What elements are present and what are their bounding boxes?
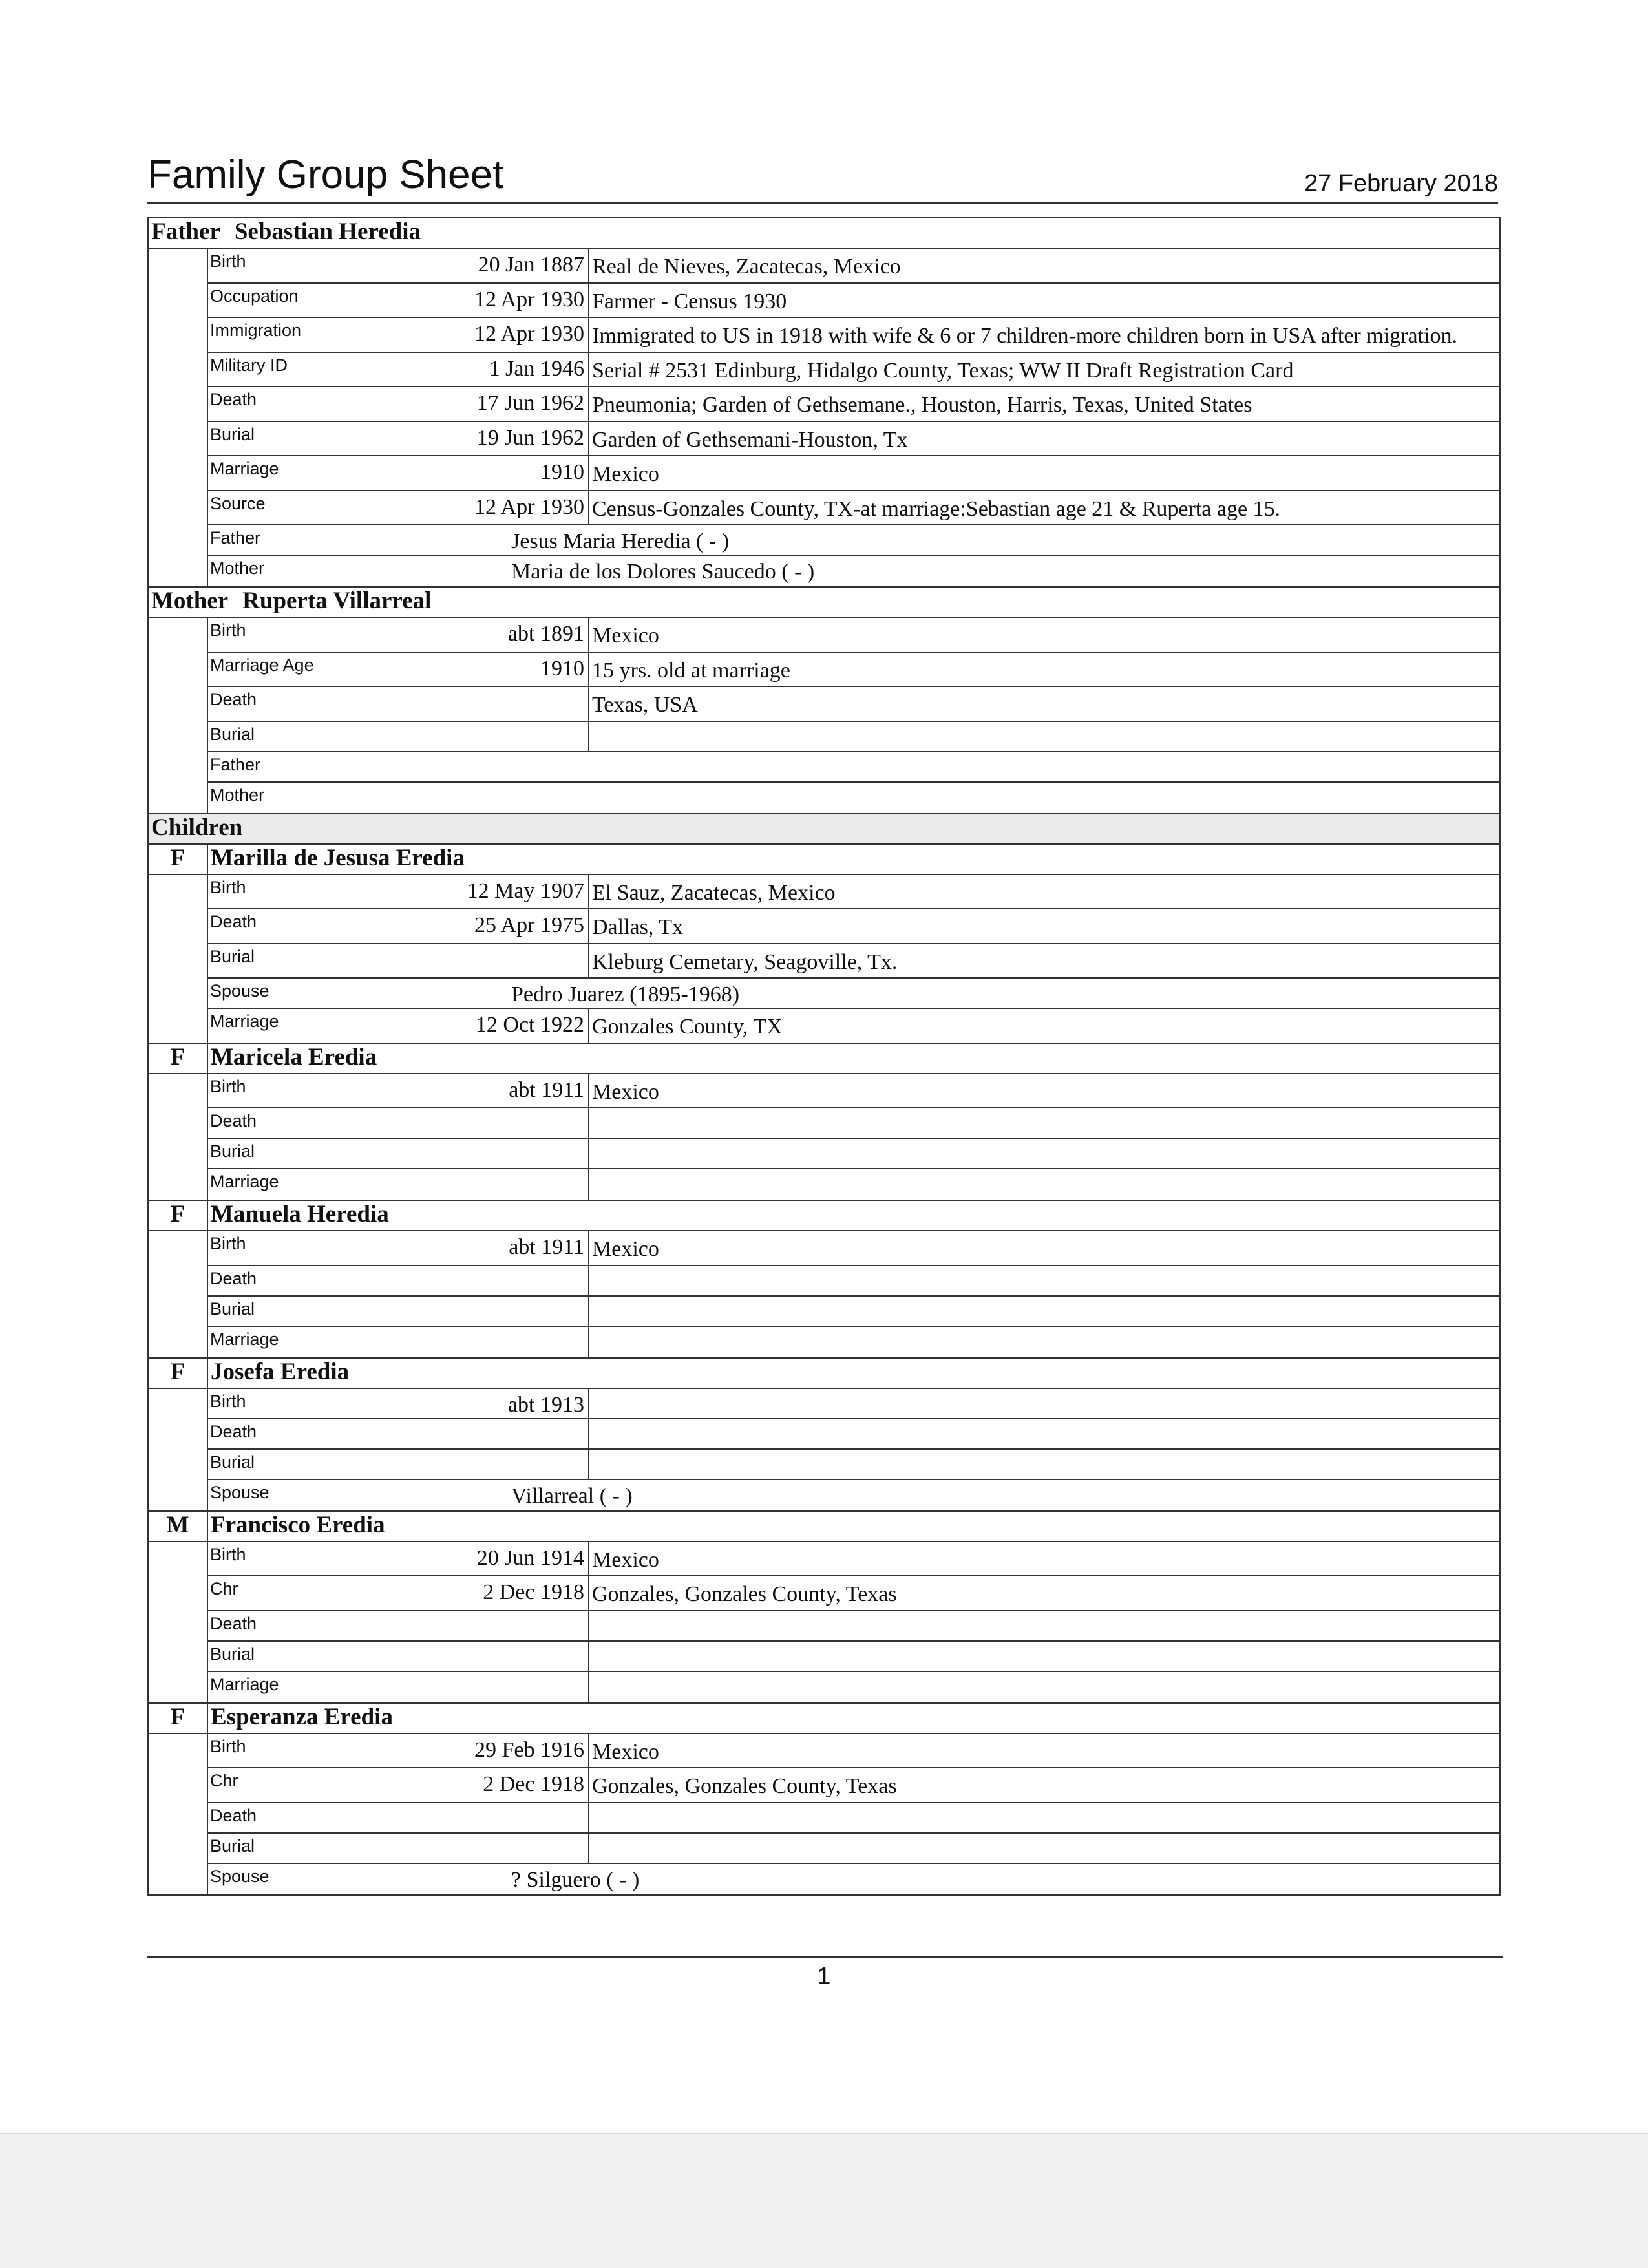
event-date [366, 1169, 589, 1200]
event-label: Chr [210, 1579, 238, 1599]
mother-role: Mother [151, 588, 229, 615]
event-date: 1 Jan 1946 [366, 353, 589, 387]
event-description [589, 1834, 1499, 1863]
event-list [208, 1389, 1499, 1510]
event-row [208, 1297, 1499, 1327]
event-date [366, 1611, 589, 1640]
event-label: Spouse [210, 1482, 269, 1502]
event-description [589, 1266, 1499, 1295]
event-row [208, 249, 1499, 284]
event-row [208, 1834, 1499, 1864]
relation-cell [366, 525, 1499, 555]
event-label: Military ID [210, 355, 288, 375]
relation-cell [366, 783, 1499, 813]
event-row [208, 783, 1499, 813]
event-list [208, 618, 1499, 813]
event-date [366, 1419, 589, 1448]
child-name: Manuela Heredia [211, 1201, 389, 1228]
child-sex: F [149, 1201, 208, 1230]
child-name: Marilla de Jesusa Eredia [211, 844, 465, 871]
event-description: Real de Nieves, Zacatecas, Mexico [592, 255, 901, 279]
relation-name: ? Silguero ( - ) [511, 1867, 640, 1892]
event-description: Mexico [592, 462, 659, 487]
event-description: Gonzales, Gonzales County, Texas [592, 1774, 897, 1799]
relation-cell [366, 556, 1499, 586]
event-date: 17 Jun 1962 [366, 387, 589, 421]
event-label: Death [210, 912, 257, 932]
child-sex: F [149, 1704, 208, 1733]
event-label: Birth [210, 1544, 246, 1564]
event-row [208, 1542, 1499, 1577]
event-description: Pneumonia; Garden of Gethsemane., Houston, Harris, Texas, United States [592, 393, 1252, 418]
event-description: Gonzales County, TX [592, 1015, 783, 1039]
event-description: Mexico [592, 1547, 659, 1572]
event-block [149, 875, 1499, 1044]
event-label: Death [210, 1613, 257, 1633]
event-block [149, 618, 1499, 814]
event-row [208, 618, 1499, 653]
child-sex: M [149, 1512, 208, 1541]
event-date: 12 Apr 1930 [366, 318, 589, 352]
event-row [208, 353, 1499, 388]
event-row [208, 284, 1499, 319]
event-list [208, 1074, 1499, 1200]
event-date [366, 1450, 589, 1479]
event-row [208, 1450, 1499, 1480]
event-date [366, 944, 589, 978]
relation-name: Pedro Juarez (1895-1968) [511, 982, 740, 1007]
father-header [149, 218, 1499, 249]
event-date: 19 Jun 1962 [366, 422, 589, 456]
event-row [208, 1266, 1499, 1297]
child-sex: F [149, 845, 208, 874]
event-date: 20 Jan 1887 [366, 249, 589, 282]
event-label: Marriage [210, 1012, 279, 1032]
relation-cell [366, 752, 1499, 781]
event-description: Serial # 2531 Edinburg, Hidalgo County, Texas; WW II Draft Registration Card [592, 358, 1294, 383]
child-header [149, 1704, 1499, 1734]
event-date [366, 1139, 589, 1168]
event-label: Birth [210, 1076, 246, 1096]
event-row [208, 944, 1499, 979]
event-block [149, 1389, 1499, 1512]
event-label: Burial [210, 1141, 255, 1161]
indent-column [149, 249, 208, 586]
mother-name: Ruperta Villarreal [242, 588, 432, 615]
event-description [589, 1297, 1499, 1326]
event-date [366, 1297, 589, 1326]
event-description: 15 yrs. old at marriage [592, 658, 790, 683]
event-label: Burial [210, 1298, 255, 1319]
event-label: Death [210, 1805, 257, 1825]
event-description [589, 1803, 1499, 1832]
child-header [149, 1512, 1499, 1542]
child-name: Josefa Eredia [211, 1358, 350, 1385]
event-label: Marriage Age [210, 655, 314, 675]
indent-column [149, 1734, 208, 1894]
event-label: Source [210, 493, 266, 513]
event-block [149, 1542, 1499, 1704]
relation-name: Jesus Maria Heredia ( - ) [511, 529, 730, 554]
event-date [366, 687, 589, 721]
relation-name: Villarreal ( - ) [511, 1483, 633, 1508]
event-description: Immigrated to US in 1918 with wife & 6 or 7 children-more children born in USA after migration. [592, 324, 1457, 348]
event-label: Birth [210, 620, 246, 641]
indent-column [149, 875, 208, 1043]
event-date: 12 Oct 1922 [366, 1009, 589, 1043]
event-row [208, 1389, 1499, 1419]
event-row [208, 1480, 1499, 1510]
event-label: Birth [210, 1391, 246, 1411]
event-label: Burial [210, 1836, 255, 1856]
event-date [366, 1834, 589, 1863]
event-row [208, 1169, 1499, 1200]
event-description [589, 1450, 1499, 1479]
child-header [149, 845, 1499, 875]
child-sex: F [149, 1044, 208, 1073]
event-description: Farmer - Census 1930 [592, 289, 787, 313]
page-number: 1 [817, 1963, 831, 1990]
event-block [149, 249, 1499, 588]
child-name: Esperanza Eredia [211, 1703, 393, 1730]
event-label: Mother [210, 558, 265, 578]
event-date [366, 1672, 589, 1702]
event-label: Death [210, 1421, 257, 1441]
event-row [208, 1419, 1499, 1450]
event-label: Death [210, 1111, 257, 1131]
event-description [589, 1169, 1499, 1200]
event-row [208, 1327, 1499, 1357]
event-row [208, 752, 1499, 783]
event-description [589, 1327, 1499, 1357]
event-description [589, 1642, 1499, 1671]
event-label: Occupation [210, 286, 299, 306]
event-description: Census-Gonzales County, TX-at marriage:Sebastian age 21 & Ruperta age 15. [592, 496, 1281, 521]
event-date [366, 722, 589, 751]
event-description: Mexico [592, 1079, 659, 1104]
event-description: Garden of Gethsemani-Houston, Tx [592, 427, 908, 452]
event-date [366, 1803, 589, 1832]
event-description [589, 1419, 1499, 1448]
event-description [589, 1108, 1499, 1138]
event-date: abt 1911 [366, 1074, 589, 1108]
event-date [366, 1642, 589, 1671]
event-row [208, 1231, 1499, 1266]
indent-column [149, 618, 208, 813]
event-row [208, 1009, 1499, 1043]
event-label: Death [210, 690, 257, 710]
event-date: 2 Dec 1918 [366, 1768, 589, 1802]
relation-cell [366, 1864, 1499, 1894]
event-date: 12 Apr 1930 [366, 284, 589, 317]
event-description [589, 1611, 1499, 1640]
event-date: abt 1911 [366, 1231, 589, 1265]
event-description [589, 1672, 1499, 1702]
page-title: Family Group Sheet [147, 153, 504, 197]
children-header: Children [149, 814, 1499, 845]
event-label: Mother [210, 785, 265, 805]
event-description [589, 1389, 1499, 1418]
event-row [208, 456, 1499, 491]
event-block [149, 1231, 1499, 1359]
event-label: Marriage [210, 459, 279, 479]
event-date: abt 1891 [366, 618, 589, 652]
child-name: Francisco Eredia [211, 1511, 385, 1538]
event-description: Mexico [592, 1237, 659, 1262]
event-label: Immigration [210, 321, 302, 341]
event-row [208, 318, 1499, 353]
event-list [208, 1734, 1499, 1894]
event-label: Birth [210, 1736, 246, 1756]
event-date: 1910 [366, 456, 589, 490]
event-row [208, 909, 1499, 944]
event-label: Father [210, 754, 261, 774]
father-role: Father [151, 218, 220, 245]
event-description [589, 722, 1499, 751]
event-row [208, 653, 1499, 688]
event-label: Death [210, 390, 257, 410]
event-row [208, 722, 1499, 752]
event-row [208, 1734, 1499, 1769]
report-date: 27 February 2018 [1304, 170, 1498, 197]
event-date [366, 1327, 589, 1357]
event-block [149, 1734, 1499, 1894]
event-label: Marriage [210, 1329, 279, 1349]
event-label: Burial [210, 424, 255, 444]
event-date: 25 Apr 1975 [366, 909, 589, 943]
event-row [208, 979, 1499, 1009]
indent-column [149, 1231, 208, 1357]
event-label: Burial [210, 724, 255, 744]
event-row [208, 1611, 1499, 1642]
event-list [208, 875, 1499, 1043]
event-row [208, 1864, 1499, 1894]
event-row [208, 1642, 1499, 1672]
child-name: Maricela Eredia [211, 1043, 377, 1070]
event-list [208, 1231, 1499, 1357]
event-row [208, 422, 1499, 457]
indent-column [149, 1542, 208, 1702]
event-label: Marriage [210, 1172, 279, 1192]
relation-name: Maria de los Dolores Saucedo ( - ) [511, 560, 815, 584]
event-row [208, 1803, 1499, 1834]
event-label: Spouse [210, 1866, 269, 1886]
event-description [589, 1139, 1499, 1168]
relation-cell [366, 979, 1499, 1008]
event-row [208, 387, 1499, 422]
event-label: Birth [210, 251, 246, 271]
family-group-table [147, 217, 1501, 1896]
event-row [208, 1108, 1499, 1139]
child-header [149, 1359, 1499, 1389]
event-list [208, 249, 1499, 586]
child-header [149, 1044, 1499, 1074]
child-header [149, 1201, 1499, 1231]
event-date: abt 1913 [366, 1389, 589, 1418]
event-description: Mexico [592, 624, 659, 648]
event-label: Birth [210, 1234, 246, 1254]
event-block [149, 1074, 1499, 1202]
indent-column [149, 1389, 208, 1510]
header-divider [147, 202, 1498, 204]
event-date: 12 May 1907 [366, 875, 589, 909]
event-label: Father [210, 528, 261, 548]
event-row [208, 491, 1499, 526]
event-label: Birth [210, 877, 246, 897]
child-sex: F [149, 1359, 208, 1388]
event-date [366, 1266, 589, 1295]
father-name: Sebastian Heredia [234, 218, 421, 245]
event-label: Spouse [210, 981, 269, 1001]
footer-divider [147, 1956, 1503, 1958]
event-date: 1910 [366, 653, 589, 686]
scan-background [0, 2133, 1648, 2268]
event-date: 20 Jun 1914 [366, 1542, 589, 1576]
event-description: Kleburg Cemetary, Seagoville, Tx. [592, 949, 898, 974]
event-date [366, 1108, 589, 1138]
event-description: Dallas, Tx [592, 915, 684, 940]
event-row [208, 875, 1499, 910]
event-row [208, 556, 1499, 586]
event-row [208, 1139, 1499, 1169]
event-date: 2 Dec 1918 [366, 1576, 589, 1610]
mother-header [149, 588, 1499, 618]
event-label: Death [210, 1268, 257, 1288]
relation-cell [366, 1480, 1499, 1510]
event-label: Burial [210, 1452, 255, 1472]
event-label: Burial [210, 1644, 255, 1664]
event-description: Gonzales, Gonzales County, Texas [592, 1582, 897, 1607]
event-row [208, 1672, 1499, 1702]
event-row [208, 687, 1499, 722]
event-row [208, 1768, 1499, 1803]
event-row [208, 1074, 1499, 1109]
event-label: Chr [210, 1771, 238, 1791]
event-date: 12 Apr 1930 [366, 491, 589, 525]
event-date: 29 Feb 1916 [366, 1734, 589, 1768]
event-label: Marriage [210, 1674, 279, 1694]
event-list [208, 1542, 1499, 1702]
event-description: Mexico [592, 1739, 659, 1764]
event-label: Burial [210, 946, 255, 966]
indent-column [149, 1074, 208, 1200]
event-description: El Sauz, Zacatecas, Mexico [592, 880, 836, 905]
event-row [208, 525, 1499, 556]
event-description: Texas, USA [592, 693, 698, 717]
event-row [208, 1576, 1499, 1611]
